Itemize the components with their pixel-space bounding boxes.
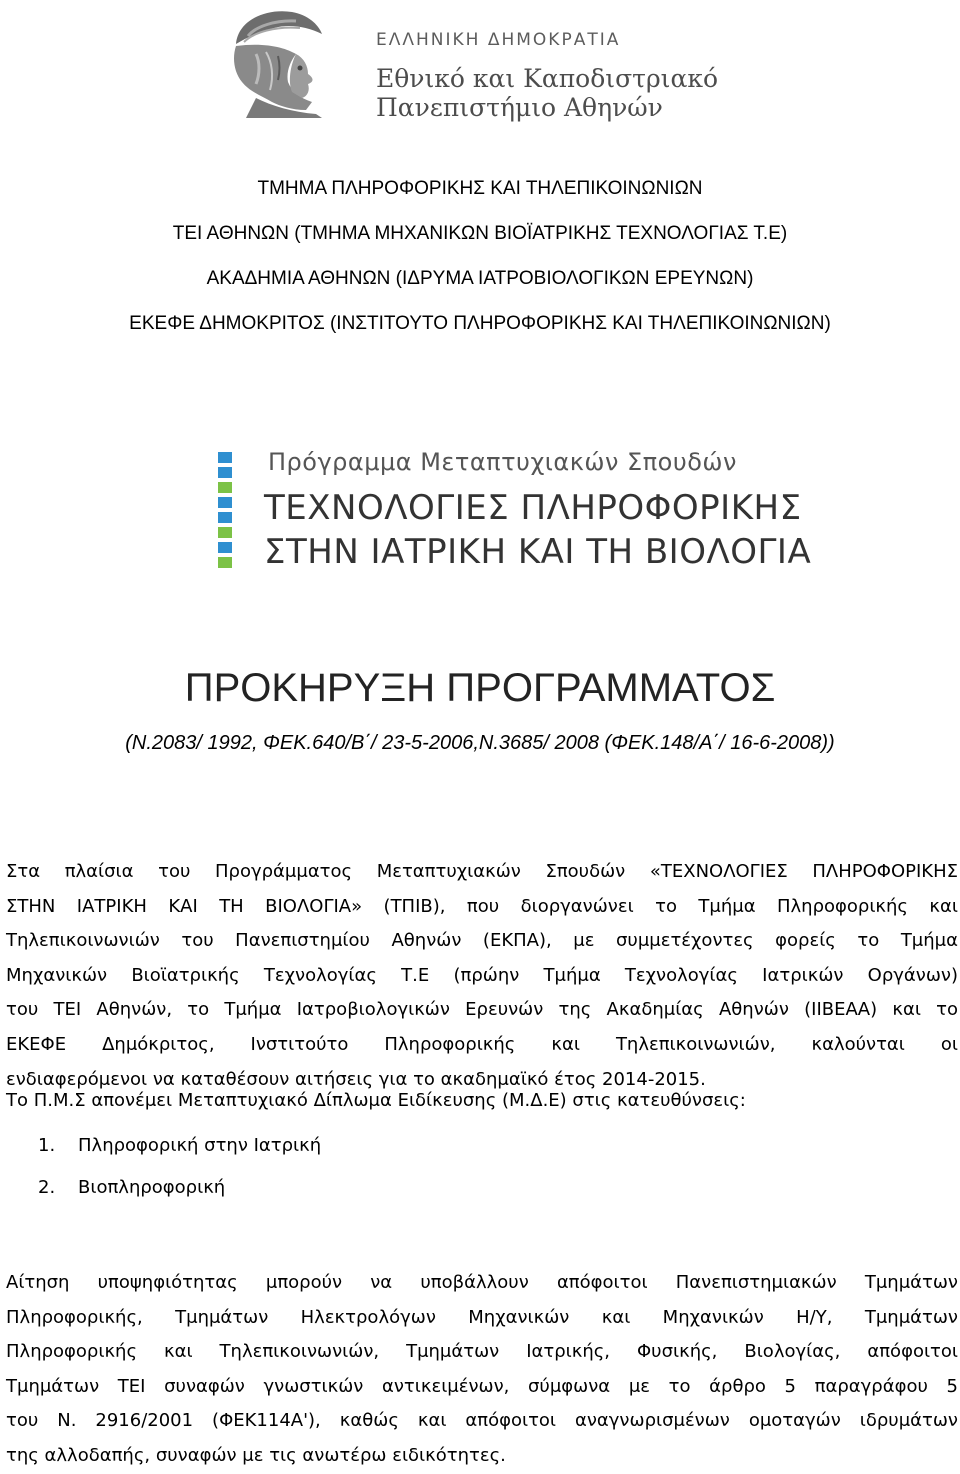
paragraph-line: Στα πλαίσια του Προγράμματος Μεταπτυχιακών Σπουδών «ΤΕΧΝΟΛΟΓΙΕΣ ΠΛΗΡΟΦΟΡΙΚΗΣ (6, 861, 958, 882)
paragraph-line: ΣΤΗΝ ΙΑΤΡΙΚΗ ΚΑΙ ΤΗ ΒΙΟΛΟΓΙΑ» (ΤΠΙΒ), που διοργανώνει το Τμήμα Πληροφορικής και (6, 895, 958, 917)
institution-line: ΑΚΑΔΗΜΙΑ ΑΘΗΝΩΝ (ΙΔΡΥΜΑ ΙΑΤΡΟΒΙΟΛΟΓΙΚΩΝ ΕΡΕΥΝΩΝ) (206, 268, 754, 289)
logo-bar (218, 512, 232, 523)
paragraph-line: Αίτηση υποψηφιότητας μπορούν να υποβάλλουν απόφοιτοι Πανεπιστημιακών Τμημάτων (6, 1272, 958, 1293)
logo-bar (218, 497, 232, 508)
program-logo-subtitle: Πρόγραμμα Μεταπτυχιακών Σπουδών (268, 448, 737, 476)
logo-bar (218, 467, 232, 478)
list-item-number: 2. (38, 1177, 56, 1198)
institution-line: ΕΚΕΦΕ ΔΗΜΟΚΡΙΤΟΣ (ΙΝΣΤΙΤΟΥΤΟ ΠΛΗΡΟΦΟΡΙΚΗΣ ΚΑΙ ΤΗΛΕΠΙΚΟΙΝΩΝΙΩΝ) (129, 313, 831, 334)
institution-line: ΤΜΗΜΑ ΠΛΗΡΟΦΟΡΙΚΗΣ ΚΑΙ ΤΗΛΕΠΙΚΟΙΝΩΝΙΩΝ (257, 178, 703, 199)
program-logo (218, 448, 812, 574)
logo-line-university-1: Εθνικό και Καποδιστριακό (376, 64, 719, 93)
program-logo-title-1: ΤΕΧΝΟΛΟΓΙΕΣ ΠΛΗΡΟΦΟΡΙΚΗΣ (264, 488, 802, 528)
eligibility-paragraph (6, 1266, 958, 1474)
paragraph-line: Τμημάτων ΤΕΙ συναφών γνωστικών αντικειμένων, σύμφωνα με το άρθρο 5 παραγράφου 5 (6, 1375, 958, 1397)
list-item-label: Πληροφορική στην Ιατρική (78, 1135, 322, 1156)
legal-references: (Ν.2083/ 1992, ΦΕΚ.640/Β΄/ 23-5-2006,Ν.3685/ 2008 (ΦΕΚ.148/Α΄/ 16-6-2008)) (125, 732, 835, 754)
logo-line-country: ΕΛΛΗΝΙΚΗ ΔΗΜΟΚΡΑΤΙΑ (376, 30, 621, 50)
paragraph-line: Πληροφορικής και Τηλεπικοινωνιών, Τμημάτων Ιατρικής, Φυσικής, Βιολογίας, απόφοιτοι (6, 1341, 958, 1363)
page-title: ΠΡΟΚΗΡΥΞΗ ΠΡΟΓΡΑΜΜΑΤΟΣ (184, 666, 776, 710)
paragraph-line: του Ν. 2916/2001 (ΦΕΚ114Α'), καθώς και απόφοιτοι αναγνωρισμένων ομοταγών ιδρυμάτων (6, 1410, 958, 1432)
program-logo-bars-icon (218, 452, 234, 570)
intro-paragraph (6, 855, 958, 1097)
paragraph-line: ΕΚΕΦΕ Δημόκριτος, Ινστιτούτο Πληροφορικής και Τηλεπικοινωνιών, καλούνται οι (6, 1033, 958, 1055)
athena-seal-icon (196, 6, 346, 118)
paragraph-line: της αλλοδαπής, συναφών με τις ανωτέρω ειδικότητες. (6, 1444, 506, 1466)
logo-bar (218, 557, 232, 568)
paragraph-line: Τηλεπικοινωνιών του Πανεπιστημίου Αθηνών (ΕΚΠΑ), με συμμετέχοντες φορείς το Τμήμα (6, 930, 958, 952)
list-item-number: 1. (38, 1135, 56, 1156)
paragraph-line: Πληροφορικής, Τμημάτων Ηλεκτρολόγων Μηχανικών και Μηχανικών Η/Υ, Τμημάτων (6, 1306, 958, 1328)
list-item (38, 1177, 225, 1198)
logo-line-university-2: Πανεπιστήμιο Αθηνών (376, 93, 663, 122)
logo-bar (218, 527, 232, 538)
paragraph-line: του ΤΕΙ Αθηνών, το Τμήμα Ιατροβιολογικών Ερευνών της Ακαδημίας Αθηνών (ΙΙΒΕΑΑ) και το (6, 999, 958, 1021)
logo-bar (218, 452, 232, 463)
logo-bar (218, 542, 232, 553)
paragraph-line: ενδιαφερόμενοι να καταθέσουν αιτήσεις για το ακαδημαϊκό έτος 2014-2015. (6, 1068, 706, 1090)
list-item-label: Βιοπληροφορική (78, 1177, 226, 1198)
award-statement: Το Π.Μ.Σ απονέμει Μεταπτυχιακό Δίπλωμα Ειδίκευσης (Μ.Δ.Ε) στις κατευθύνσεις: (6, 1090, 746, 1111)
paragraph-line: Μηχανικών Βιοϊατρικής Τεχνολογίας Τ.Ε (πρώην Τμήμα Τεχνολογίας Ιατρικών Οργάνων) (6, 964, 958, 986)
university-logo (196, 6, 719, 122)
list-item (38, 1135, 321, 1156)
institution-line: ΤΕΙ ΑΘΗΝΩΝ (ΤΜΗΜΑ ΜΗΧΑΝΙΚΩΝ ΒΙΟΪΑΤΡΙΚΗΣ ΤΕΧΝΟΛΟΓΙΑΣ Τ.Ε) (172, 223, 788, 244)
program-logo-title-2: ΣΤΗΝ ΙΑΤΡΙΚΗ ΚΑΙ ΤΗ ΒΙΟΛΟΓΙΑ (264, 532, 812, 572)
logo-bar (218, 482, 232, 493)
